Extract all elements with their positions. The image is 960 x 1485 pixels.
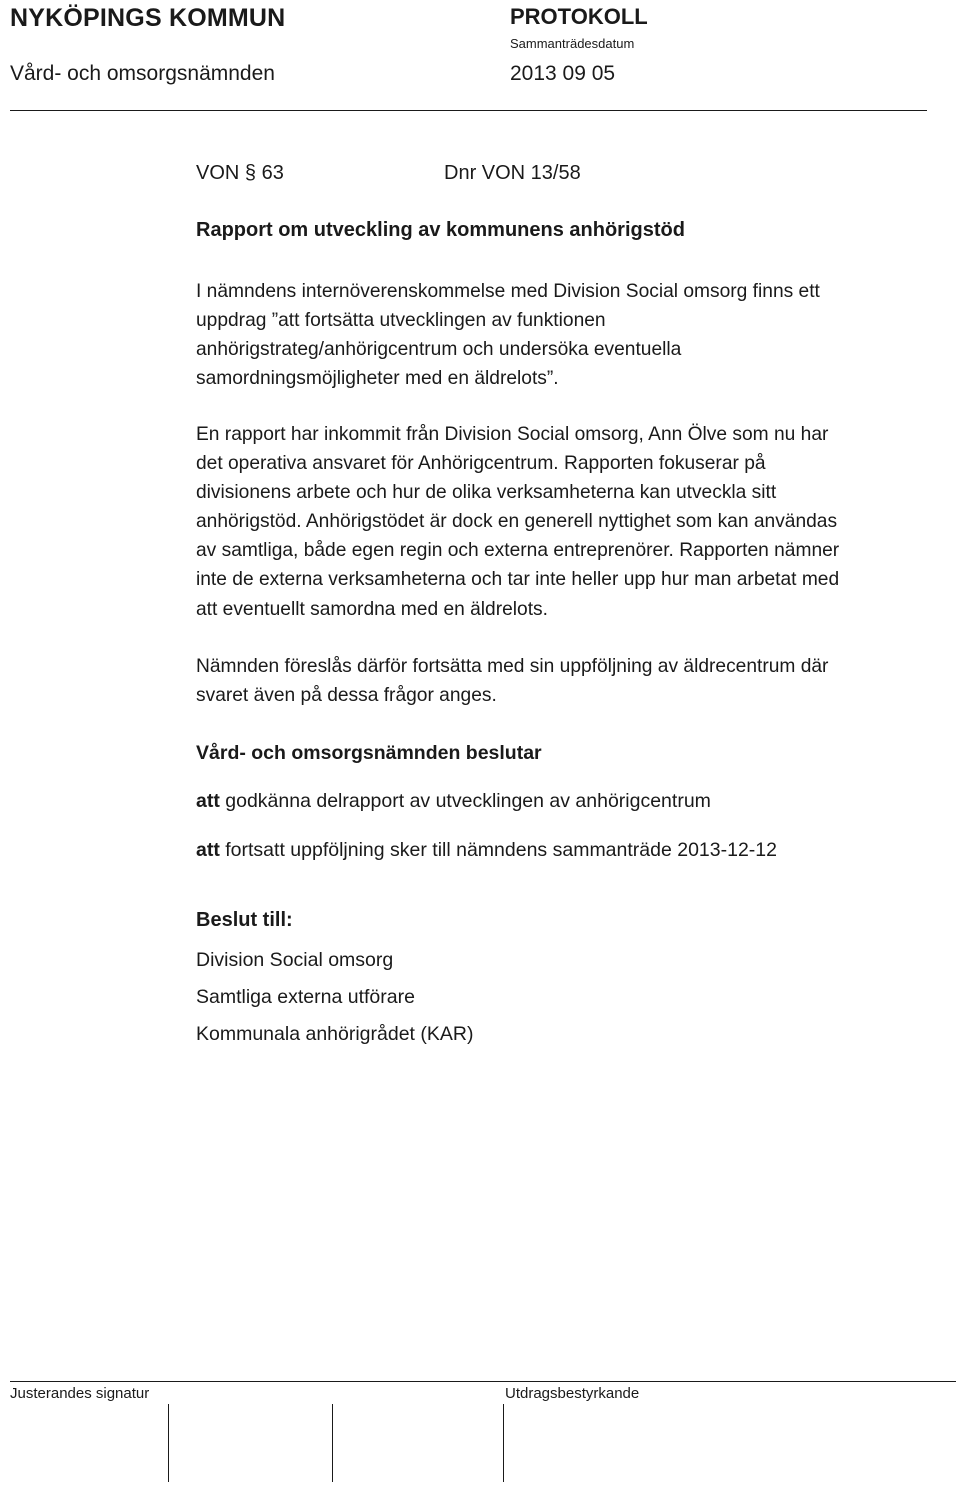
document-type: PROTOKOLL: [510, 4, 648, 29]
paragraph-line: uppdrag ”att fortsätta utvecklingen av funktionen: [196, 310, 606, 332]
case-title: Rapport om utveckling av kommunens anhörigstöd: [196, 219, 685, 241]
footer-divider: [10, 1381, 956, 1382]
decision-text: godkänna delrapport av utvecklingen av anhörigcentrum: [219, 790, 711, 812]
header-divider: [10, 110, 927, 111]
meeting-date: 2013 09 05: [510, 62, 616, 85]
paragraph: [196, 652, 926, 710]
recipient-item: Division Social omsorg: [196, 949, 394, 971]
signature-field-divider: [503, 1404, 504, 1482]
signature-label: Justerandes signatur: [10, 1385, 150, 1402]
meeting-date-label: Sammanträdesdatum: [510, 36, 635, 51]
paragraph: [196, 420, 926, 624]
paragraph-line: samordningsmöjligheter med en äldrelots”.: [196, 368, 559, 390]
decision-heading: Vård- och omsorgsnämnden beslutar: [196, 742, 542, 764]
committee-name: Vård- och omsorgsnämnden: [10, 62, 275, 85]
paragraph-line: anhörigstöd. Anhörigstödet är dock en generell nyttighet som kan användas: [196, 511, 838, 533]
paragraph-line: att eventuellt samordna med en äldrelots.: [196, 598, 548, 620]
extract-certification-label: Utdragsbestyrkande: [505, 1385, 640, 1402]
decision-text: fortsatt uppföljning sker till nämndens sammanträde 2013-12-12: [219, 839, 777, 861]
organization-name: NYKÖPINGS KOMMUN: [10, 4, 286, 32]
paragraph-line: divisionens arbete och hur de olika verksamheterna kan utveckla sitt: [196, 482, 777, 504]
registration-number: Dnr VON 13/58: [444, 162, 581, 184]
paragraph-line: svaret även på dessa frågor anges.: [196, 685, 497, 707]
decision-keyword: att: [196, 839, 220, 861]
signature-field-divider: [168, 1404, 169, 1482]
recipient-item: Samtliga externa utförare: [196, 986, 415, 1008]
paragraph-line: av samtliga, både egen regin och externa entreprenörer. Rapporten nämner: [196, 540, 840, 562]
recipient-item: Kommunala anhörigrådet (KAR): [196, 1023, 474, 1045]
signature-field-divider: [332, 1404, 333, 1482]
decision-keyword: att: [196, 790, 220, 812]
paragraph-line: En rapport har inkommit från Division Social omsorg, Ann Ölve som nu har: [196, 424, 829, 445]
decision-item: [196, 790, 711, 813]
paragraph-line: Nämnden föreslås därför fortsätta med sin uppföljning av äldrecentrum där: [196, 656, 829, 677]
decision-item: [196, 839, 777, 862]
case-number: VON § 63: [196, 162, 284, 184]
paragraph: [196, 277, 926, 393]
recipients-heading: Beslut till:: [196, 909, 293, 931]
paragraph-line: I nämndens internöverenskommelse med Division Social omsorg finns ett: [196, 281, 820, 302]
paragraph-line: anhörigstrateg/anhörigcentrum och undersöka eventuella: [196, 339, 682, 361]
paragraph-line: inte de externa verksamheterna och tar inte heller upp hur man arbetat med: [196, 569, 840, 591]
paragraph-line: det operativa ansvaret för Anhörigcentrum. Rapporten fokuserar på: [196, 453, 766, 475]
